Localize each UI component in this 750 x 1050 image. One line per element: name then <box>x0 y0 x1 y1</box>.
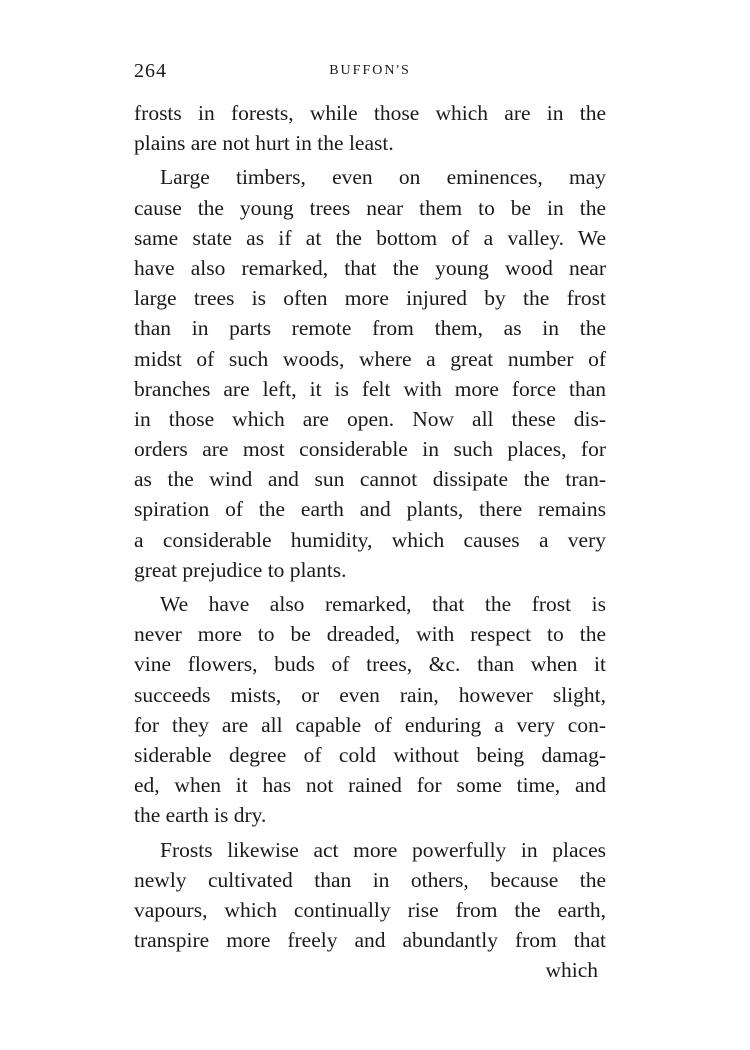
text-line: orders are most considerable in such places, for <box>134 437 606 462</box>
text-line: a considerable humidity, which causes a very <box>134 527 606 552</box>
text-line: spiration of the earth and plants, there remains <box>134 497 606 522</box>
text-line: midst of such woods, where a great number of <box>134 346 606 371</box>
text-line: than in parts remote from them, as in the <box>134 316 606 341</box>
text-line: never more to be dreaded, with respect to the <box>134 622 606 647</box>
text-line: in those which are open. Now all these dis- <box>134 406 606 431</box>
text-line: for they are all capable of enduring a very con- <box>134 712 606 737</box>
text-line: vapours, which continually rise from the earth, <box>134 897 606 922</box>
text-line: plains are not hurt in the least. <box>134 131 394 156</box>
text-line: branches are left, it is felt with more force than <box>134 376 606 401</box>
page-header <box>134 60 606 84</box>
text-line: have also remarked, that the young wood near <box>134 255 606 280</box>
text-line: newly cultivated than in others, because the <box>134 867 606 892</box>
page-number: 264 <box>134 60 167 82</box>
text-line: large trees is often more injured by the frost <box>134 286 606 311</box>
text-line: Large timbers, even on eminences, may <box>160 165 606 190</box>
text-line: frosts in forests, while those which are in the <box>134 101 606 125</box>
text-line: great prejudice to plants. <box>134 557 347 582</box>
text-line: ed, when it has not rained for some time, and <box>134 773 606 798</box>
text-line: succeeds mists, or even rain, however slight, <box>134 682 606 707</box>
text-line: same state as if at the bottom of a valley. We <box>134 225 606 250</box>
text-line: the earth is dry. <box>134 803 267 828</box>
text-line: as the wind and sun cannot dissipate the tran- <box>134 467 606 492</box>
text-line: We have also remarked, that the frost is <box>160 592 606 616</box>
text-line: vine flowers, buds of trees, &c. than when it <box>134 652 606 677</box>
catchword: which <box>545 958 598 983</box>
text-line: siderable degree of cold without being damag- <box>134 742 606 767</box>
text-line: cause the young trees near them to be in the <box>134 195 606 220</box>
text-line: transpire more freely and abundantly from that <box>134 928 606 953</box>
running-head: BUFFON'S <box>329 63 411 78</box>
text-line: Frosts likewise act more powerfully in places <box>160 837 606 862</box>
body-text <box>134 98 606 985</box>
